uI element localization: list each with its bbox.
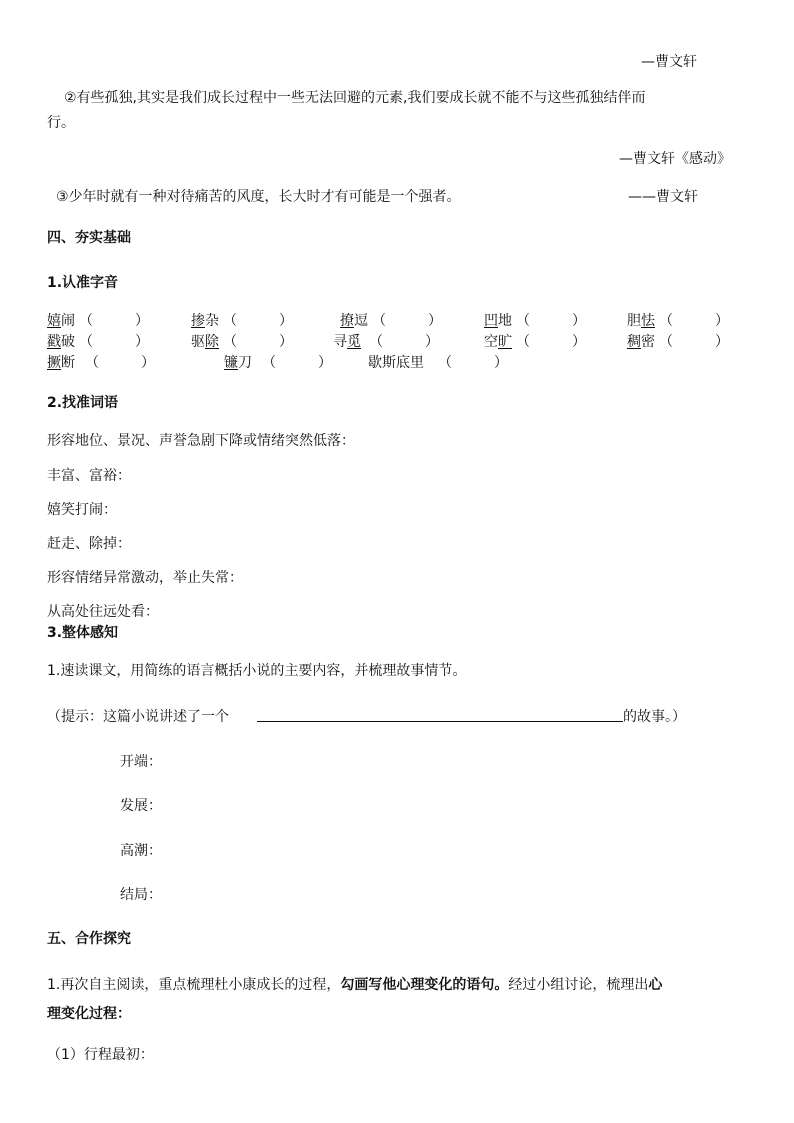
word-rest: 密 xyxy=(641,334,655,350)
word-rest: 杂 xyxy=(205,313,219,329)
subsection-words: 2.找准词语 xyxy=(47,395,119,411)
plot-development: 发展： xyxy=(120,798,162,814)
vocab-item xyxy=(368,354,508,372)
vocab-item xyxy=(47,354,155,372)
plot-climax: 高潮： xyxy=(120,843,162,859)
plot-ending: 结局： xyxy=(120,887,162,903)
vocab-item xyxy=(484,312,586,330)
answer-blank[interactable]: （ ） xyxy=(516,313,586,329)
word-rest: 逗 xyxy=(354,313,368,329)
answer-blank[interactable]: （ ） xyxy=(262,355,332,371)
answer-blank[interactable]: （ ） xyxy=(516,334,586,350)
section-4-heading: 四、夯实基础 xyxy=(47,230,131,246)
target-char: 怯 xyxy=(641,313,655,329)
vocab-item xyxy=(627,312,729,330)
answer-blank[interactable]: （ ） xyxy=(369,334,439,350)
quote-3-attribution: ——曹文轩 xyxy=(628,189,698,205)
answer-blank[interactable]: （ ） xyxy=(659,313,729,329)
vocab-item xyxy=(191,312,293,330)
word-prompt-1: 形容地位、景况、声誉急剧下降或情绪突然低落： xyxy=(47,433,355,449)
word-rest: 地 xyxy=(498,313,512,329)
target-char: 撅 xyxy=(47,355,61,371)
target-char: 撩 xyxy=(340,313,354,329)
hint-suffix: 的故事。） xyxy=(623,709,686,725)
answer-blank[interactable]: （ ） xyxy=(223,313,293,329)
item-1-initial-journey: （1）行程最初： xyxy=(47,1047,154,1063)
answer-blank[interactable]: （ ） xyxy=(372,313,442,329)
answer-blank[interactable]: （ ） xyxy=(223,334,293,350)
target-char: 镰 xyxy=(224,355,238,371)
word-prompt-5: 形容情绪异常激动，举止失常： xyxy=(47,570,243,586)
word-pre: 寻 xyxy=(333,334,347,350)
vocab-item xyxy=(484,333,586,351)
quote-2-line-2: 行。 xyxy=(47,115,75,131)
question-summary: 1.速读课文，用简练的语言概括小说的主要内容，并梳理故事情节。 xyxy=(47,663,467,679)
target-char: 除 xyxy=(205,334,219,350)
target-char: 旷 xyxy=(498,334,512,350)
word-pre: 歇斯底里 xyxy=(368,355,424,371)
target-char: 凹 xyxy=(484,313,498,329)
q-text-2: 经过小组讨论，梳理出 xyxy=(508,977,649,993)
vocab-item xyxy=(333,333,439,351)
word-prompt-2: 丰富、富裕： xyxy=(47,468,131,484)
vocab-item xyxy=(224,354,332,372)
word-pre: 胆 xyxy=(627,313,641,329)
word-rest: 刀 xyxy=(238,355,252,371)
target-char: 嬉 xyxy=(47,313,61,329)
quote-2-line-1: ②有些孤独,其实是我们成长过程中一些无法回避的元素,我们要成长就不能不与这些孤独结伴而 xyxy=(64,90,646,106)
subsection-pronunciation: 1.认准字音 xyxy=(47,275,119,291)
quote-1-attribution: —曹文轩 xyxy=(641,54,697,70)
vocab-item xyxy=(340,312,442,330)
vocab-item xyxy=(47,333,149,351)
word-prompt-4: 赶走、除掉： xyxy=(47,536,131,552)
target-char: 戳 xyxy=(47,334,61,350)
q-bold-2: 心 xyxy=(648,977,663,993)
vocab-item xyxy=(191,333,293,351)
answer-blank[interactable]: （ ） xyxy=(438,355,508,371)
quote-2-attribution: —曹文轩《感动》 xyxy=(619,151,731,167)
section-5-heading: 五、合作探究 xyxy=(47,931,131,947)
word-rest: 断 xyxy=(61,355,75,371)
target-char: 掺 xyxy=(191,313,205,329)
vocab-item xyxy=(47,312,149,330)
answer-blank[interactable]: （ ） xyxy=(79,313,149,329)
section-5-question-line-1 xyxy=(47,976,662,994)
hint-prefix: （提示：这篇小说讲述了一个 xyxy=(47,709,229,725)
word-pre: 空 xyxy=(484,334,498,350)
vocab-item xyxy=(627,333,729,351)
section-5-question-line-2: 理变化过程： xyxy=(47,1006,131,1022)
q-bold-1: 勾画写他心理变化的语句。 xyxy=(340,977,509,993)
plot-beginning: 开端： xyxy=(120,754,162,770)
q-text-1: 1.再次自主阅读，重点梳理杜小康成长的过程， xyxy=(47,977,341,993)
word-prompt-3: 嬉笑打闹： xyxy=(47,502,117,518)
word-rest: 破 xyxy=(61,334,75,350)
hint-answer-line[interactable] xyxy=(257,721,623,722)
target-char: 觅 xyxy=(347,334,361,350)
word-prompt-6: 从高处往远处看： xyxy=(47,604,159,620)
target-char: 稠 xyxy=(627,334,641,350)
answer-blank[interactable]: （ ） xyxy=(79,334,149,350)
answer-blank[interactable]: （ ） xyxy=(659,334,729,350)
word-rest: 闹 xyxy=(61,313,75,329)
quote-3-text: ③少年时就有一种对待痛苦的风度，长大时才有可能是一个强者。 xyxy=(56,189,461,205)
subsection-overall: 3.整体感知 xyxy=(47,625,119,641)
answer-blank[interactable]: （ ） xyxy=(85,355,155,371)
word-pre: 驱 xyxy=(191,334,205,350)
